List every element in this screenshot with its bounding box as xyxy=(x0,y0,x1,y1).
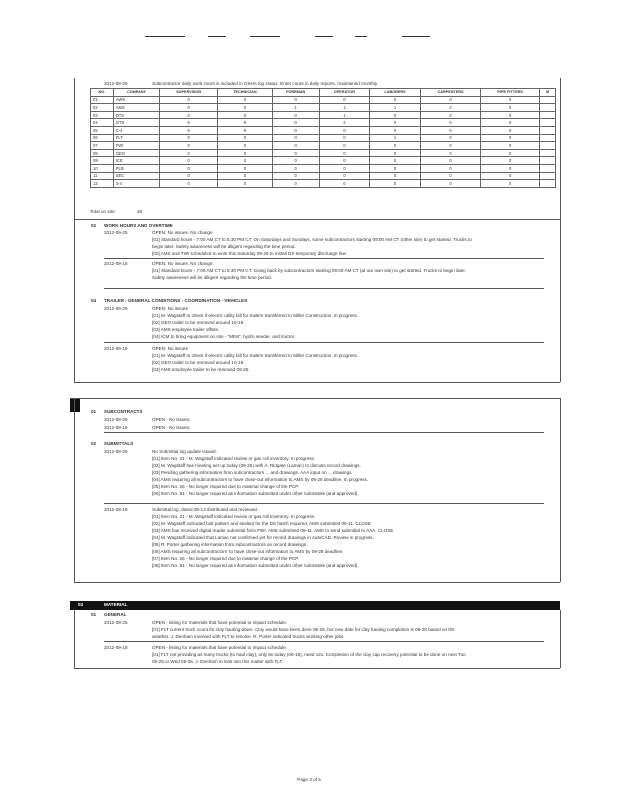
b3-e2-status: OPEN - listing for materials that have potential to impact schedule. xyxy=(152,645,288,650)
submittal-line: [04] AMS requiring all subcontractors to have close-out information to AMS by 09-28 deadline. In progress. xyxy=(152,477,369,482)
sec04-e1-line4: [04] ICM to bring equipment on site - "MINI", hydro seeder, and tractor. xyxy=(152,334,296,339)
submittal-line: [04] M. Wagstaff indicated that Lamac not confirmed yet for record drawings in AutoCAD. Review in progress. xyxy=(152,535,374,540)
row-number: 02 xyxy=(91,104,114,112)
row-count: 1 xyxy=(370,134,421,142)
row-count: 0 xyxy=(420,149,480,157)
row-count: 0 xyxy=(272,164,319,172)
row-number: 10 xyxy=(91,164,114,172)
b3-e2-line1: [01] FLT not providing as many trucks (to haul clay), only 8x today (09-18), need 12x. Completion of the clay cap recovery potential to be done on next Tue xyxy=(152,652,466,657)
b2-sub-number: 02 xyxy=(91,441,97,446)
row-count: 0 xyxy=(217,96,272,104)
row-count: 0 xyxy=(160,126,218,134)
row-count: 0 xyxy=(420,126,480,134)
sec02-e1-date: 2012-09-25 xyxy=(104,230,128,235)
row-count: 0 xyxy=(217,126,272,134)
row-number: 03 xyxy=(91,111,114,119)
sec02-rule xyxy=(74,219,560,220)
row-blank xyxy=(540,104,556,112)
submittal-line: [06] Item No. 81 - No longer required as information submitted under other submittals (and approved). xyxy=(152,491,359,496)
col-foreman: FOREMAN xyxy=(272,89,319,97)
sec04-e1-line3: [03] AMS employee trailer offsite. xyxy=(152,327,220,332)
submittal-line: [08] Item No. 81 - No longer required as information submitted under other submittals (and approved). xyxy=(152,563,359,568)
row-count: 0 xyxy=(319,134,370,142)
crew-tally-table xyxy=(90,88,556,188)
col-no: NO. xyxy=(91,89,114,97)
row-count: 0 xyxy=(319,96,370,104)
row-count: 0 xyxy=(160,149,218,157)
row-count: 0 xyxy=(420,142,480,150)
row-count: 1 xyxy=(272,104,319,112)
table-row xyxy=(91,111,556,119)
row-count: 0 xyxy=(319,180,370,188)
col-laborers: LABORERS xyxy=(370,89,421,97)
sec04-rule xyxy=(104,288,544,289)
sec04-e2-line1: [01] M. Wagstaff to check if electric utility bill for trailers transferred to Miller Construction. In progress. xyxy=(152,353,359,358)
block-1-bottom-border xyxy=(74,382,560,383)
sec02-e2-line1: [01] Standard hours - 7:00 AM CT to 5:30 PM CT. Going back by subcontractors starting 09:00 AM CT (at our own site) to get started. Trucks to begin later. xyxy=(152,268,466,273)
row-blank xyxy=(540,164,556,172)
row-number: 05 xyxy=(91,126,114,134)
b3-e1-line2: weather. J. Denham involved with FLT to resolve. R. Porter indicated trucks working other jobs. xyxy=(152,634,345,639)
row-count: 2 xyxy=(420,104,480,112)
table-row xyxy=(91,157,556,165)
b3-band-title: MATERIAL xyxy=(104,602,128,607)
b2-e2-text: OPEN - No issues. xyxy=(152,425,191,430)
row-count: 0 xyxy=(481,96,540,104)
sec02-title: WORK HOURS AND OVERTIME xyxy=(104,223,173,228)
row-count: 0 xyxy=(420,180,480,188)
b2-s1-date: 2012-09-25 xyxy=(104,449,128,454)
row-company: GEO xyxy=(113,149,160,157)
b2-sec-number: 01 xyxy=(91,409,97,414)
row-count: 0 xyxy=(481,119,540,127)
col-m: M xyxy=(540,89,556,97)
header-rule-2 xyxy=(208,36,226,37)
row-count: 0 xyxy=(217,134,272,142)
col-technician: TECHNICIAN xyxy=(217,89,272,97)
sec02-e1-status: OPEN: No issues. No change. xyxy=(152,230,214,235)
row-count: 0 xyxy=(217,111,272,119)
b2-sub-title: SUBMITTALS xyxy=(104,441,134,446)
submittal-line: [05] Item No. 26 - No longer required due to material change of the PCP. xyxy=(152,484,299,489)
total-value: 28 xyxy=(137,209,143,214)
table-row xyxy=(91,104,556,112)
row-number: 04 xyxy=(91,119,114,127)
table-header-row xyxy=(91,89,556,97)
row-count: 0 xyxy=(420,164,480,172)
row-count: 0 xyxy=(481,164,540,172)
col-carpenters: CARPENTERS xyxy=(420,89,480,97)
block-3-band xyxy=(70,601,560,610)
row-count: 0 xyxy=(217,104,272,112)
row-count: 0 xyxy=(160,172,218,180)
submittal-line: [05] R. Porter gathering information from subcontractors on record drawings. xyxy=(152,542,308,547)
col-supervisor: SUPERVISOR xyxy=(160,89,218,97)
submittal-line: [07] Item No. 26 - No longer required due to material change of the PCP. xyxy=(152,556,299,561)
row-count: 0 xyxy=(319,164,370,172)
row-count: 0 xyxy=(217,157,272,165)
row-blank xyxy=(540,180,556,188)
row-count: 0 xyxy=(481,111,540,119)
row-count: 0 xyxy=(370,164,421,172)
block-1-left-border xyxy=(74,78,75,382)
block-2-corner-marker xyxy=(70,398,80,412)
table-row xyxy=(91,149,556,157)
row-count: 0 xyxy=(217,172,272,180)
sec02-e1-line1: [01] Standard hours - 7:00 AM CT to 5:30 PM CT. On Saturdays and Sundays, some subcontractors starting 09:00 AM CT (other site) to get started. Trucks to xyxy=(152,237,472,242)
row-count: 0 xyxy=(481,104,540,112)
table-row xyxy=(91,126,556,134)
header-rule-6 xyxy=(402,36,430,37)
row-count: 0 xyxy=(319,172,370,180)
table-row xyxy=(91,96,556,104)
row-count: 0 xyxy=(272,142,319,150)
row-company: C-4 xyxy=(113,126,160,134)
row-number: 09 xyxy=(91,157,114,165)
sec02-e2-line2: Safety awareness will be diligent regarding the time period. xyxy=(152,275,273,280)
col-operator: OPERATOR xyxy=(319,89,370,97)
entry-divider xyxy=(104,342,544,343)
row-count: 0 xyxy=(272,172,319,180)
row-number: 12 xyxy=(91,180,114,188)
table-row xyxy=(91,134,556,142)
table-row xyxy=(91,172,556,180)
col-pipe-fitters: PIPE FITTERS xyxy=(481,89,540,97)
row-company: FLT xyxy=(113,134,160,142)
row-count: 0 xyxy=(160,96,218,104)
row-count: 0 xyxy=(319,157,370,165)
row-blank xyxy=(540,126,556,134)
block-2-top-border xyxy=(70,398,560,399)
sec04-title: TRAILER - GENERAL CONDITIONS - COORDINATION - VEHICLES xyxy=(104,298,248,303)
block-3-bottom-border xyxy=(74,668,560,669)
b3-e2-date: 2012-09-18 xyxy=(104,645,128,650)
row-count: 0 xyxy=(272,119,319,127)
row-count: 0 xyxy=(160,104,218,112)
row-blank xyxy=(540,96,556,104)
row-count: 0 xyxy=(217,119,272,127)
row-blank xyxy=(540,142,556,150)
table-row xyxy=(91,164,556,172)
sec04-number: 04 xyxy=(91,298,97,303)
tally-note: Subcontractor daily work count is included in OSHA log status. Enter count in daily reports, maintained monthly. xyxy=(152,81,379,86)
row-number: 11 xyxy=(91,172,114,180)
entry-divider xyxy=(104,503,544,504)
b3-e1-date: 2012-09-25 xyxy=(104,620,128,625)
row-count: 0 xyxy=(420,134,480,142)
sec04-e2-line2: [02] GEO trailer to be removed around 10-19. xyxy=(152,360,245,365)
col-company: COMPANY xyxy=(113,89,160,97)
sec04-e1-date: 2012-09-25 xyxy=(104,306,128,311)
b2-sec-title: SUBCONTRACTS xyxy=(104,409,143,414)
row-company: AWS xyxy=(113,96,160,104)
row-count: 0 xyxy=(481,172,540,180)
sec02-number: 02 xyxy=(91,223,97,228)
row-count: 0 xyxy=(319,142,370,150)
row-company: PLB xyxy=(113,164,160,172)
row-count: 0 xyxy=(217,149,272,157)
row-count: 0 xyxy=(370,180,421,188)
row-number: 01 xyxy=(91,96,114,104)
row-count: 0 xyxy=(272,149,319,157)
row-count: 0 xyxy=(370,142,421,150)
b3-band-number: 03 xyxy=(78,602,84,607)
row-count: 0 xyxy=(160,111,218,119)
b2-e1-text: OPEN - No issues. xyxy=(152,417,191,422)
row-count: 0 xyxy=(160,134,218,142)
table-row xyxy=(91,180,556,188)
row-count: 1 xyxy=(319,104,370,112)
row-blank xyxy=(540,111,556,119)
row-count: 0 xyxy=(370,126,421,134)
row-company: SEC xyxy=(113,172,160,180)
sec02-e1-line3: [02] AMS and TWI scheduled to work this Saturday 09-29 to install DS temporary discharge line. xyxy=(152,251,348,256)
row-blank xyxy=(540,134,556,142)
row-count: 0 xyxy=(420,119,480,127)
row-count: 0 xyxy=(481,142,540,150)
row-company: 3-4 xyxy=(113,180,160,188)
row-count: 0 xyxy=(272,111,319,119)
row-count: 0 xyxy=(481,180,540,188)
b2-e2-date: 2012-09-18 xyxy=(104,425,128,430)
entry-divider xyxy=(104,432,544,433)
row-count: 0 xyxy=(420,157,480,165)
row-blank xyxy=(540,119,556,127)
row-count: 0 xyxy=(420,111,480,119)
block-3-right-border xyxy=(560,610,561,668)
submittal-line: [03] Pending gathering information from subcontractors ... and drawings. AAA input on ... drawings. xyxy=(152,470,353,475)
sec02-e1-line2: begin later. Safety awareness will be diligent regarding the time period. xyxy=(152,244,296,249)
row-count: 0 xyxy=(160,142,218,150)
header-rule-4 xyxy=(315,36,333,37)
b2-s2-lines xyxy=(152,514,393,570)
row-company: FWI xyxy=(113,142,160,150)
row-count: 0 xyxy=(370,157,421,165)
b3-sec-title: GENERAL xyxy=(104,612,127,617)
submittal-line: [03] AMS has received digital reader submittal form FWI. AMS submitted 09-11. AMS to send submittal to AAA. CLOSE xyxy=(152,528,394,533)
row-company: GTS xyxy=(113,119,160,127)
row-count: 0 xyxy=(217,142,272,150)
header-rule-1 xyxy=(145,36,185,37)
row-count: 0 xyxy=(319,126,370,134)
block-2-left-border xyxy=(74,398,75,582)
row-count: 0 xyxy=(160,180,218,188)
row-blank xyxy=(540,172,556,180)
b2-s2-date: 2012-09-18 xyxy=(104,507,128,512)
row-count: 2 xyxy=(319,119,370,127)
row-count: 0 xyxy=(272,126,319,134)
row-company: ICE xyxy=(113,157,160,165)
row-count: 0 xyxy=(420,96,480,104)
tally-date: 2012-09-25 xyxy=(104,81,128,86)
row-blank xyxy=(540,157,556,165)
row-count: 0 xyxy=(319,149,370,157)
row-number: 06 xyxy=(91,134,114,142)
row-count: 1 xyxy=(370,104,421,112)
sec02-e2-date: 2012-09-18 xyxy=(104,261,128,266)
header-rule-3 xyxy=(250,36,280,37)
row-count: 0 xyxy=(481,134,540,142)
row-count: 0 xyxy=(370,111,421,119)
row-blank xyxy=(540,149,556,157)
row-number: 07 xyxy=(91,142,114,150)
row-company: AMS xyxy=(113,104,160,112)
b2-s1-lines xyxy=(152,456,368,498)
block-2-right-border xyxy=(560,398,561,582)
row-count: 0 xyxy=(370,96,421,104)
sec04-e1-status: OPEN: No issues xyxy=(152,306,188,311)
submittal-line: [01] Item No. 21 - M. Wagstaff indicated review or gas roll inventory. In progress. xyxy=(152,514,316,519)
sec04-e2-line3: [03] AMS employee trailer to be removed 09-25. xyxy=(152,367,250,372)
row-count: 0 xyxy=(272,157,319,165)
row-count: 0 xyxy=(272,134,319,142)
row-count: 0 xyxy=(420,172,480,180)
b2-s1-status: No Submittal log update issued. xyxy=(152,449,217,454)
submittal-line: [02] M. Wagstaff indicated bolt pattern and sealant for the DS hatch required. AMS submitted 09-11. CLOSE xyxy=(152,521,372,526)
block-1-right-border xyxy=(560,78,561,382)
row-count: 0 xyxy=(217,180,272,188)
sec04-e1-line1: [01] M. Wagstaff to check if electric utility bill for trailers transferred to Miller Construction. In progress. xyxy=(152,313,359,318)
total-label: Total on site: xyxy=(90,209,116,214)
row-count: 0 xyxy=(160,157,218,165)
block-2-bottom-border xyxy=(74,582,560,583)
sec04-e2-date: 2012-09-18 xyxy=(104,346,128,351)
row-count: 0 xyxy=(481,126,540,134)
b2-e1-date: 2012-09-25 xyxy=(104,417,128,422)
sec04-e2-status: OPEN: No issues xyxy=(152,346,188,351)
row-count: 0 xyxy=(272,180,319,188)
row-count: 0 xyxy=(272,96,319,104)
row-count: 1 xyxy=(319,111,370,119)
row-count: 0 xyxy=(481,149,540,157)
row-number: 08 xyxy=(91,149,114,157)
submittal-line: [02] M. Wagstaff has meeting set up today (09-25) with A. Ridgate (Lamac) to discuss record drawings. xyxy=(152,463,361,468)
row-count: 0 xyxy=(160,119,218,127)
page-footer: Page 3 of 5 xyxy=(297,777,321,782)
row-count: 0 xyxy=(160,164,218,172)
row-count: 0 xyxy=(370,149,421,157)
b3-e1-status: OPEN - listing for materials that have potential to impact schedule. xyxy=(152,620,288,625)
sec04-e1-line2: [02] GEO trailer to be removed around 10-19. xyxy=(152,320,245,325)
row-count: 0 xyxy=(370,172,421,180)
row-count: 0 xyxy=(481,157,540,165)
entry-divider xyxy=(104,641,544,642)
row-count: 0 xyxy=(370,119,421,127)
entry-divider xyxy=(104,258,544,259)
header-rule-5 xyxy=(355,36,367,37)
submittal-line: [01] Item No. 21 - M. Wagstaff indicated review or gas roll inventory. In progress. xyxy=(152,456,316,461)
block-3-left-border xyxy=(74,610,75,668)
b3-e1-line1: [01] FLT current truck count for clay hauling down. Clay would have been done 09-26, but new date for clay hauling completion is 09-28 based on the xyxy=(152,627,455,632)
b2-s2-status: Submittal log, dated 09-13 distributed and reviewed. xyxy=(152,507,258,512)
submittal-line: [06] AMS requiring all subcontractors' to have close-out information to AMS by 09-28 deadline. xyxy=(152,549,344,554)
row-company: DTS xyxy=(113,111,160,119)
table-row xyxy=(91,142,556,150)
b3-e2-line2: 09-25 or Wed 09-26. J. Denham to look into this matter with FLT. xyxy=(152,659,284,664)
row-count: 0 xyxy=(217,164,272,172)
sec02-e2-status: OPEN: No issues. No change. xyxy=(152,261,214,266)
b3-sec-number: 01 xyxy=(91,612,97,617)
table-row xyxy=(91,119,556,127)
